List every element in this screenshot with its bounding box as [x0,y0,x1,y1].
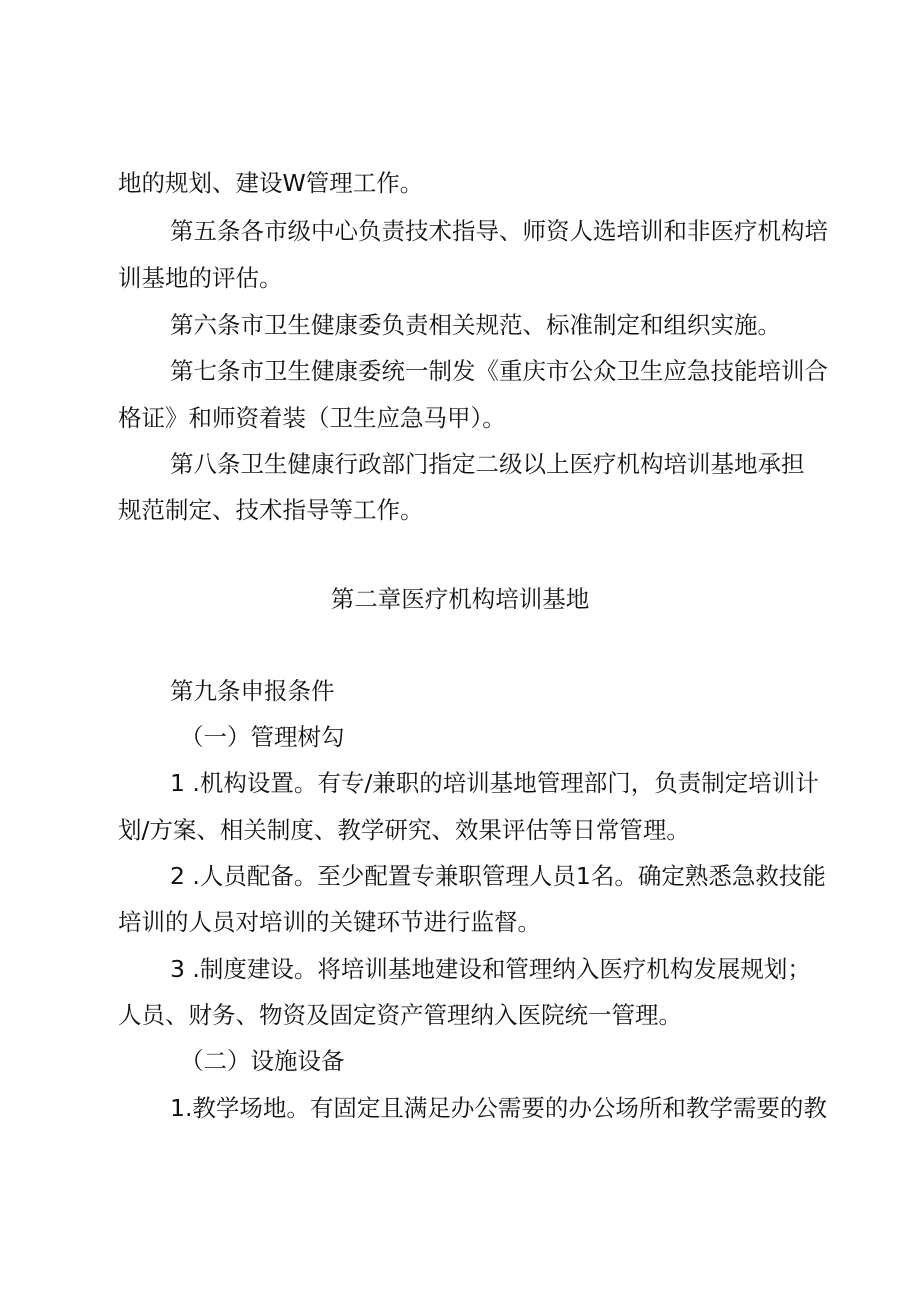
article-5-line-1: 第五条各市级中心负责技术指导、师资人选培训和非医疗机构培 [170,217,828,245]
article-5-line-2: 训基地的评估。 [118,264,283,292]
section-2-heading: （二）设施设备 [180,1047,345,1075]
item-2-line-2: 培训的人员对培训的关键环节进行监督。 [118,908,541,936]
item-1-line-1: 1 .机构设置。有专/兼职的培训基地管理部门，负责制定培训计 [170,769,819,797]
article-7-line-2: 格证》和师资着装（卫生应急马甲）。 [118,404,506,432]
facility-item-1-line-1: 1.教学场地。有固定且满足办公需要的办公场所和教学需要的教 [170,1094,827,1122]
item-2-line-1: 2 .人员配备。至少配置专兼职管理人员1名。确定熟悉急救技能 [170,862,826,890]
item-3-line-1: 3 .制度建设。将培训基地建设和管理纳入医疗机构发展规划； [170,955,811,983]
article-7-line-1: 第七条市卫生健康委统一制发《重庆市公众卫生应急技能培训合 [170,357,828,385]
article-8-line-1: 第八条卫生健康行政部门指定二级以上医疗机构培训基地承担 [170,450,805,478]
article-8-line-2: 规范制定、技术指导等工作。 [118,496,424,524]
item-1-line-2: 划/方案、相关制度、教学研究、效果评估等日常管理。 [118,816,690,844]
section-1-heading: （一）管理树勾 [180,723,345,751]
item-3-line-2: 人员、财务、物资及固定资产管理纳入医院统一管理。 [118,1001,682,1029]
article-6-line-1: 第六条市卫生健康委负责相关规范、标准制定和组织实施。 [170,311,781,339]
chapter-heading: 第二章医疗机构培训基地 [330,585,590,613]
text-line-continuation: 地的规划、建设W管理工作。 [118,169,424,197]
article-9-heading: 第九条申报条件 [170,677,335,705]
